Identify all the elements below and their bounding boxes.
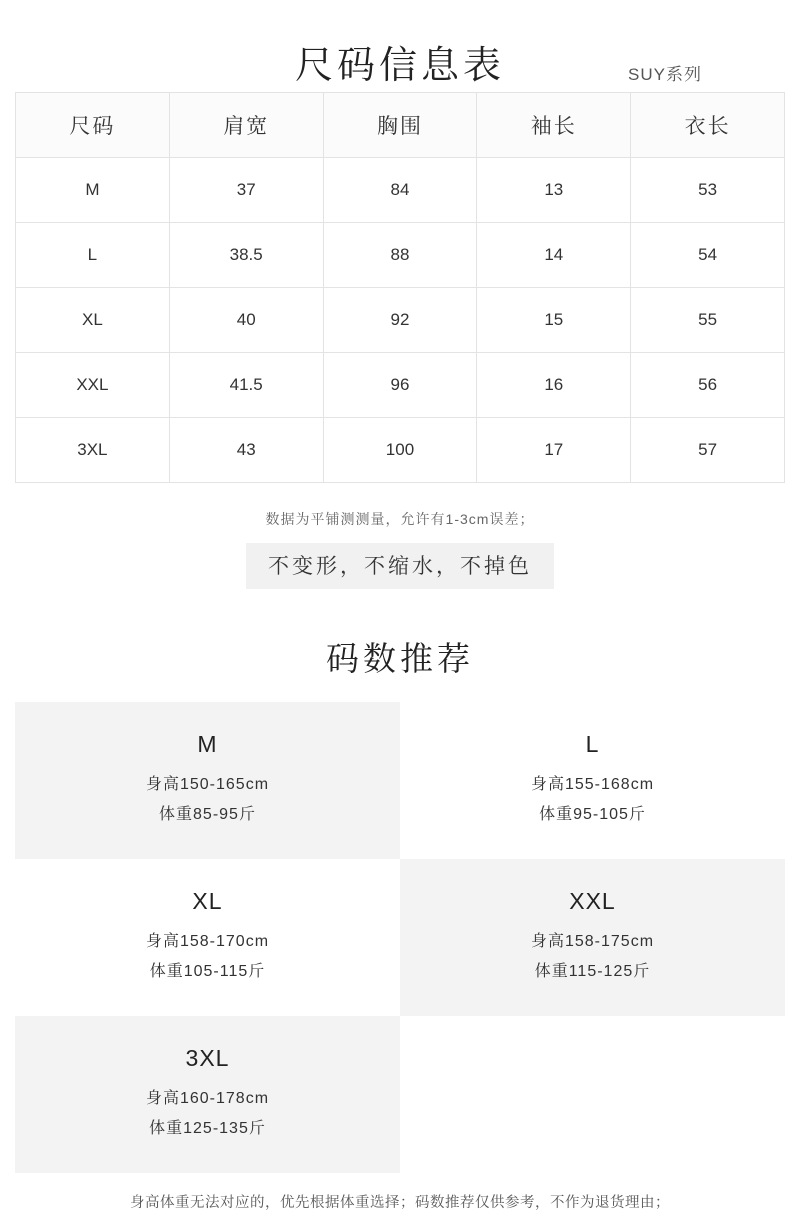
cell-bust: 84 [323,158,477,223]
recommend-cell-xl [15,859,400,1016]
column-header-sleeve: 袖长 [477,93,631,158]
recommend-weight: 体重115-125斤 [534,963,651,980]
recommend-height: 身高155-168cm [530,776,655,793]
cell-shoulder: 43 [169,418,323,483]
cell-sleeve: 15 [477,288,631,353]
recommend-grid [15,702,785,1173]
column-header-shoulder: 肩宽 [169,93,323,158]
recommend-weight: 体重85-95斤 [159,806,256,823]
cell-length: 55 [631,288,785,353]
recommend-title: 码数推荐 [326,640,474,677]
column-header-bust: 胸围 [323,93,477,158]
measure-note: 数据为平铺测测量，允许有1-3cm误差； [265,511,535,527]
recommend-height: 身高158-175cm [530,933,655,950]
cell-shoulder: 40 [169,288,323,353]
recommend-weight: 体重95-105斤 [539,806,646,823]
cell-length: 54 [631,223,785,288]
cell-sleeve: 13 [477,158,631,223]
highlight-note-wrap [0,543,800,589]
recommend-cell-xxl [400,859,785,1016]
header [0,0,800,92]
size-table-body [16,158,785,483]
cell-bust: 88 [323,223,477,288]
column-header-size: 尺码 [16,93,170,158]
recommend-cell-empty [400,1016,785,1173]
cell-length: 53 [631,158,785,223]
recommend-size: XXL [569,888,616,914]
cell-shoulder: 41.5 [169,353,323,418]
page-title: 尺码信息表 [294,45,505,87]
recommend-height: 身高150-165cm [145,776,270,793]
column-header-length: 衣长 [631,93,785,158]
recommend-cell-l [400,702,785,859]
cell-size: XL [16,288,170,353]
cell-bust: 100 [323,418,477,483]
cell-sleeve: 16 [477,353,631,418]
size-table [15,92,785,483]
cell-sleeve: 17 [477,418,631,483]
cell-size: XXL [16,353,170,418]
table-row [16,418,785,483]
cell-bust: 92 [323,288,477,353]
highlight-note: 不变形，不缩水，不掉色 [246,543,554,589]
size-table-head [16,93,785,158]
cell-shoulder: 38.5 [169,223,323,288]
recommend-height: 身高160-178cm [145,1090,270,1107]
table-row [16,353,785,418]
table-row [16,158,785,223]
cell-shoulder: 37 [169,158,323,223]
recommend-height: 身高158-170cm [145,933,270,950]
cell-sleeve: 14 [477,223,631,288]
footer-note: 身高体重无法对应的，优先根据体重选择；码数推荐仅供参考，不作为退货理由； [130,1195,670,1211]
recommend-weight: 体重125-135斤 [149,1120,266,1137]
recommend-cell-3xl [15,1016,400,1173]
table-row [16,223,785,288]
recommend-size: M [197,731,218,757]
recommend-size: 3XL [185,1045,230,1071]
cell-length: 57 [631,418,785,483]
recommend-size: L [585,731,600,757]
cell-size: M [16,158,170,223]
cell-size: L [16,223,170,288]
cell-length: 56 [631,353,785,418]
series-tag: SUY系列 [628,65,702,84]
cell-bust: 96 [323,353,477,418]
recommend-weight: 体重105-115斤 [149,963,266,980]
table-header-row [16,93,785,158]
recommend-cell-m [15,702,400,859]
cell-size: 3XL [16,418,170,483]
recommend-size: XL [192,888,223,914]
table-row [16,288,785,353]
